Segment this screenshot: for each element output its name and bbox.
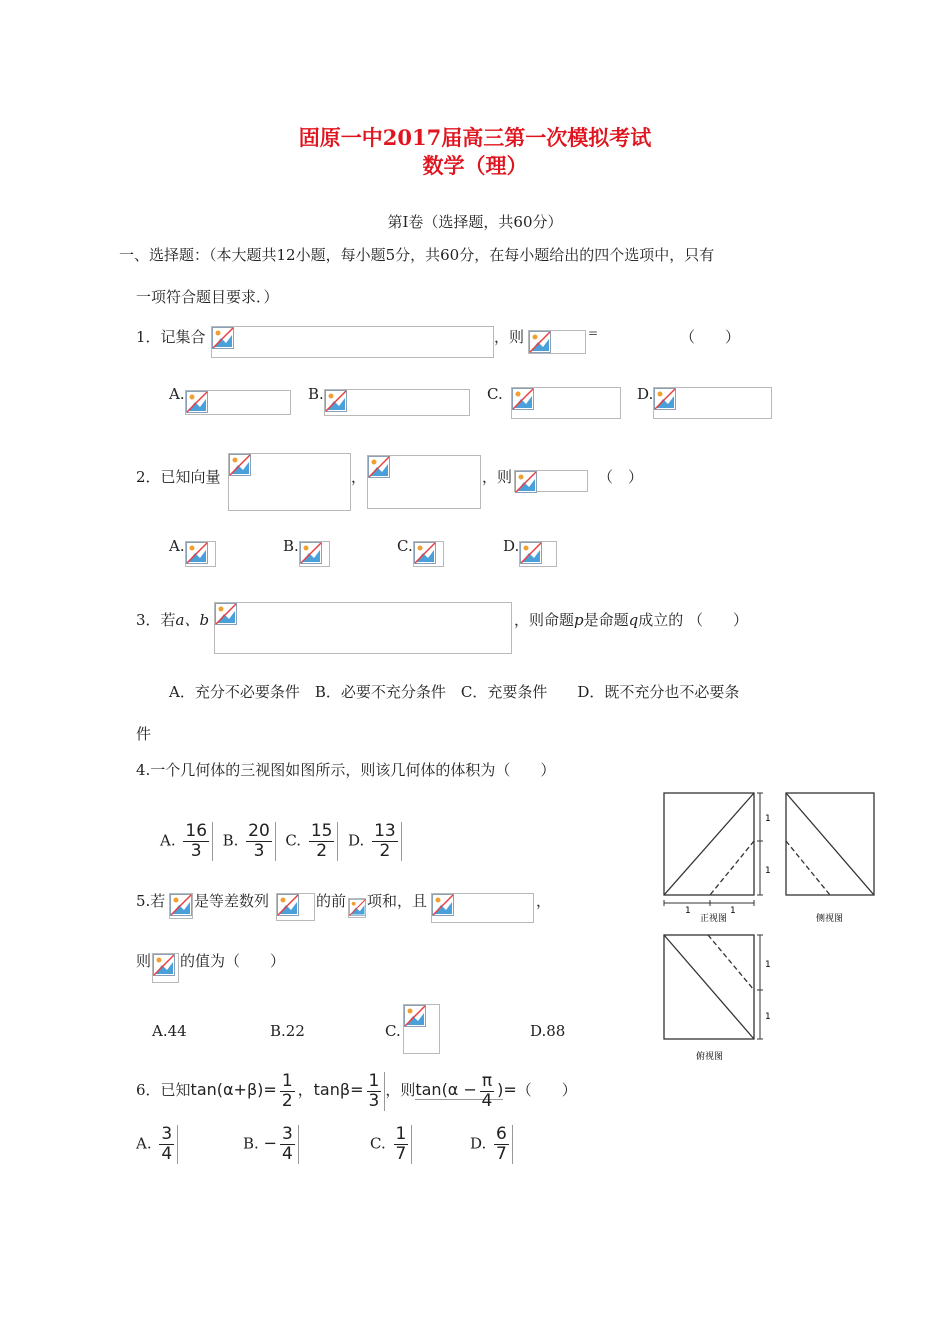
q1-option-c: C. <box>487 385 503 403</box>
q6-fraction-2: $\frac{1}{3}$ <box>364 1072 386 1111</box>
q5-an-image <box>276 893 315 921</box>
q2-vector-a-image <box>228 453 351 511</box>
broken-image-icon <box>515 471 537 493</box>
q3-options-wrap: 件 <box>136 725 152 743</box>
dim-label: 1 <box>765 1012 771 1022</box>
q6-option-a-fraction: $\frac{3}{4}$ <box>156 1125 178 1164</box>
q3-condition-image <box>214 602 512 654</box>
q3-suffix: ，则命题p是命题q成立的 （ ） <box>514 611 749 629</box>
q2-option-b-image <box>299 541 330 567</box>
side-view-label: 侧视图 <box>816 914 844 924</box>
broken-image-icon <box>212 327 234 349</box>
q5-prefix: 5.若 <box>136 892 166 910</box>
broken-image-icon <box>325 390 347 412</box>
q2-option-c: C. <box>397 537 413 555</box>
q2-option-d: D. <box>503 537 520 555</box>
q5-option-a: A.44 <box>152 1022 187 1040</box>
q1-option-b-image <box>324 389 470 416</box>
q6-option-a: A. $\frac{3}{4}$ <box>136 1125 178 1164</box>
q5-n-image <box>348 898 366 918</box>
q1-option-b: B. <box>308 385 324 403</box>
q5-option-c: C. <box>385 1022 401 1040</box>
q1-set-image <box>211 326 494 358</box>
q6-option-d-fraction: $\frac{6}{7}$ <box>491 1125 513 1164</box>
q5-mid3: 项和，且 <box>367 892 428 910</box>
q1-expr-image <box>528 330 586 354</box>
q1-paren: （ ） <box>680 328 741 346</box>
q5-condition-image <box>431 893 534 923</box>
q6-fraction-3: $\frac{\pi}{4}$ <box>481 1070 493 1111</box>
front-view-label: 正视图 <box>700 914 728 924</box>
q6-option-c-fraction: $\frac{1}{7}$ <box>391 1125 413 1164</box>
q2-expr-image <box>514 470 588 492</box>
q2-option-a: A. <box>169 537 185 555</box>
q2-option-b: B. <box>283 537 299 555</box>
q4-options: A. $\frac{16}{3}$ B. $\frac{20}{3}$ C. $\frac{15}{2}$ D. $\frac{13}{2}$ <box>160 822 402 861</box>
broken-image-icon <box>654 388 676 410</box>
q5-mid2: 的前 <box>316 892 347 910</box>
dim-label: 1 <box>765 960 771 970</box>
broken-image-icon <box>368 456 390 478</box>
q6-option-d: D. $\frac{6}{7}$ <box>470 1125 513 1164</box>
q5-option-c-image <box>403 1004 440 1054</box>
three-view-figure <box>658 785 880 1065</box>
dim-label: 1 <box>730 906 736 916</box>
q1-prefix: 1．记集合 <box>136 328 206 346</box>
broken-image-icon <box>186 391 208 413</box>
q5-option-d: D.88 <box>530 1022 566 1040</box>
q5-comma: ， <box>536 892 552 910</box>
q1-option-d-image <box>653 387 772 419</box>
broken-image-icon <box>186 542 208 564</box>
broken-image-icon <box>153 954 175 976</box>
q3-options: A．充分不必要条件 B．必要不充分条件 C．充要条件 D．既不充分也不必要条 <box>169 683 740 701</box>
q2-option-d-image <box>519 541 557 567</box>
q5-sn-image <box>169 893 193 919</box>
q2-option-c-image <box>413 541 444 567</box>
q6-option-b-fraction: $\frac{3}{4}$ <box>277 1125 299 1164</box>
q1-option-a-image <box>185 390 291 415</box>
dim-label: 1 <box>765 866 771 876</box>
broken-image-icon <box>349 899 366 916</box>
q4-option-c-fraction: $\frac{15}{2}$ <box>306 822 339 861</box>
q1-equals: = <box>588 326 599 340</box>
q2-comma: ， <box>351 468 367 486</box>
q6-fraction-1: $\frac{1}{2}$ <box>281 1070 293 1111</box>
q6-stem: 6．已知tan(α+β)= $\frac{1}{2}$ ，tanβ= $\frac{1}{3}$ ，则tan(α − $\frac{\pi}{4}$ )=（ ） <box>136 1070 577 1111</box>
instructions-line-1: 一、选择题：（本大题共12小题，每小题5分，共60分，在每小题给出的四个选项中，只有 <box>119 246 715 264</box>
q4-option-b-fraction: $\frac{20}{3}$ <box>243 822 276 861</box>
q4-option-a-fraction: $\frac{16}{3}$ <box>180 822 213 861</box>
q1-option-c-image <box>511 387 621 419</box>
q6-option-c: C. $\frac{1}{7}$ <box>370 1125 412 1164</box>
q4-stem: 4.一个几何体的三视图如图所示，则该几何体的体积为（ ） <box>136 761 556 779</box>
broken-image-icon <box>277 894 299 916</box>
broken-image-icon <box>229 454 251 476</box>
broken-image-icon <box>529 331 551 353</box>
dim-label: 1 <box>765 814 771 824</box>
q1-option-d: D. <box>637 385 654 403</box>
q2-mid: ，则 <box>482 468 513 486</box>
page-subtitle: 数学（理） <box>422 153 528 178</box>
q2-paren: （ ） <box>598 468 644 486</box>
broken-image-icon <box>520 542 542 564</box>
top-view-label: 俯视图 <box>696 1052 724 1062</box>
broken-image-icon <box>215 603 237 625</box>
q1-mid: ，则 <box>494 328 525 346</box>
broken-image-icon <box>170 894 192 916</box>
page-title: 固原一中2017届高三第一次模拟考试 <box>298 125 652 150</box>
instructions-line-2: 一项符合题目要求．） <box>136 288 279 306</box>
dim-label: 1 <box>685 906 691 916</box>
q2-option-a-image <box>185 541 216 567</box>
section-heading: 第Ⅰ卷（选择题，共60分） <box>387 213 563 231</box>
q3-prefix: 3．若a、b <box>136 611 210 629</box>
q5-mid1: 是等差数列 <box>194 892 270 910</box>
broken-image-icon <box>404 1005 426 1027</box>
broken-image-icon <box>300 542 322 564</box>
q2-prefix: 2．已知向量 <box>136 468 221 486</box>
q6-option-b: B. − $\frac{3}{4}$ <box>243 1125 299 1164</box>
q5-line2-suffix: 的值为（ ） <box>180 952 286 970</box>
q1-option-a: A. <box>169 385 185 403</box>
broken-image-icon <box>432 894 454 916</box>
q4-option-d-fraction: $\frac{13}{2}$ <box>369 822 402 861</box>
q5-target-image <box>152 953 179 983</box>
broken-image-icon <box>414 542 436 564</box>
q5-line2-prefix: 则 <box>136 952 152 970</box>
q5-option-b: B.22 <box>270 1022 305 1040</box>
q2-vector-b-image <box>367 455 481 509</box>
broken-image-icon <box>512 388 534 410</box>
